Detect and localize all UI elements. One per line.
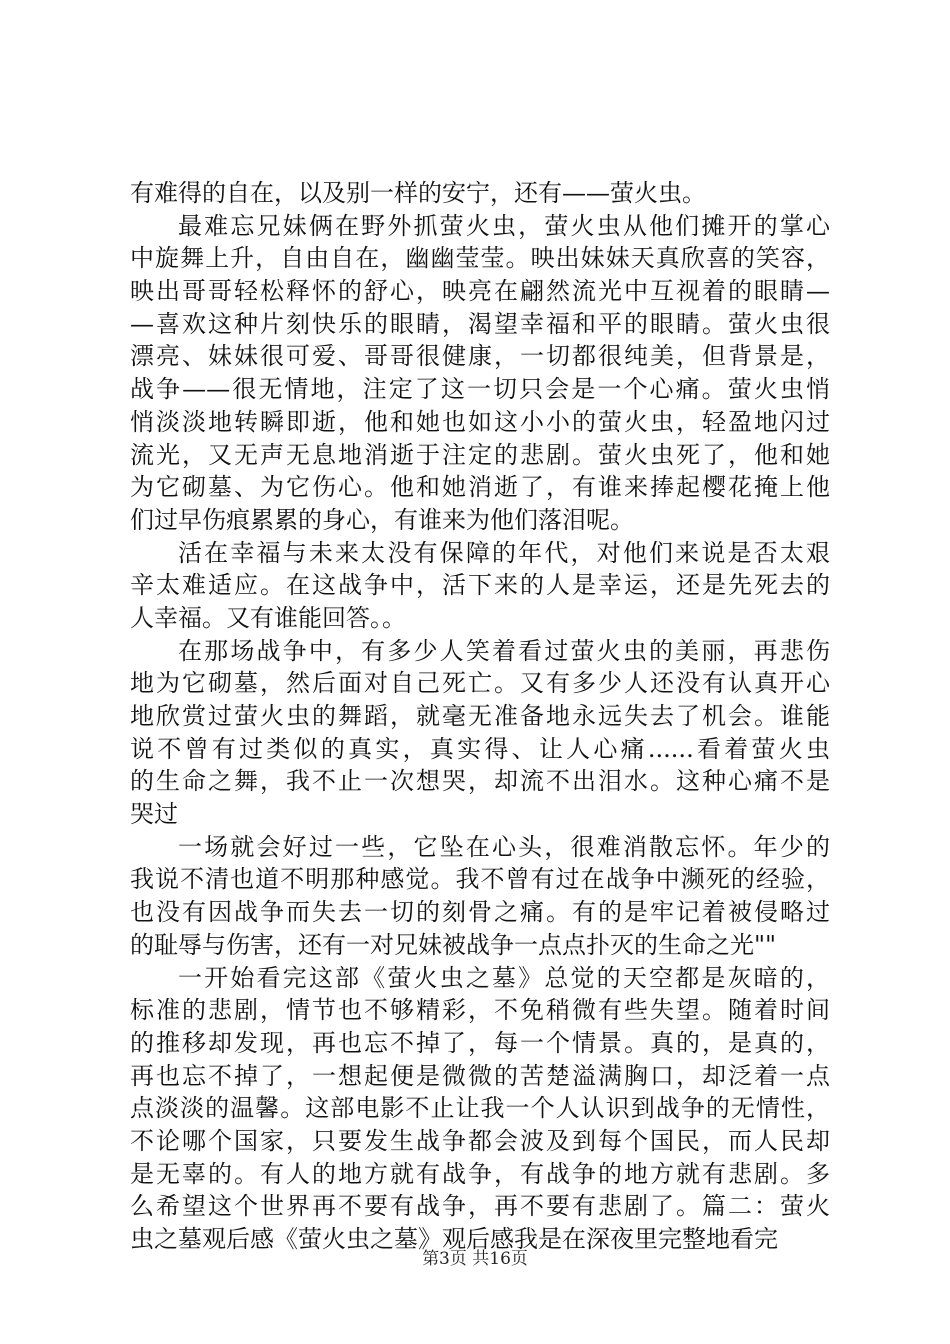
paragraph-line: 地为它砌墓，然后面对自己死亡。又有多少人还没有认真开心 [130, 669, 830, 698]
paragraph-line: 辛太难适应。在这战争中，活下来的人是幸运，还是先死去的 [130, 571, 830, 600]
paragraph-line: 哭过 [130, 800, 178, 829]
paragraph-line: 为它砌墓、为它伤心。他和她消逝了，有谁来捧起樱花掩上他 [130, 473, 830, 502]
paragraph-line: 映出哥哥轻松释怀的舒心，映亮在翩然流光中互视着的眼睛— [130, 277, 830, 306]
paragraph-line: 标准的悲剧，情节也不够精彩，不免稍微有些失望。随着时间 [130, 996, 830, 1025]
paragraph-line: 么希望这个世界再不要有战争，再不要有悲剧了。篇二：萤火 [130, 1192, 830, 1221]
paragraph-line: 有难得的自在，以及别一样的安宁，还有——萤火虫。 [130, 179, 706, 207]
paragraph-line: 再也忘不掉了，一想起便是微微的苦楚溢满胸口，却泛着一点 [130, 1061, 830, 1090]
paragraph-line: 我说不清也道不明那种感觉。我不曾有过在战争中濒死的经验， [130, 865, 830, 894]
paragraph-line: 在那场战争中，有多少人笑着看过萤火虫的美丽，再悲伤 [178, 636, 830, 665]
paragraph-line: 最难忘兄妹俩在野外抓萤火虫，萤火虫从他们摊开的掌心 [178, 211, 830, 240]
paragraph-line: 活在幸福与未来太没有保障的年代，对他们来说是否太艰 [178, 538, 830, 567]
paragraph-line: 的耻辱与伤害，还有一对兄妹被战争一点点扑灭的生命之光"" [130, 930, 777, 959]
paragraph-line: —喜欢这种片刻快乐的眼睛，渴望幸福和平的眼睛。萤火虫很 [130, 309, 830, 338]
paragraph-line: 不论哪个国家，只要发生战争都会波及到每个国民，而人民却 [130, 1126, 830, 1155]
paragraph-line: 的生命之舞，我不止一次想哭，却流不出泪水。这种心痛不是 [130, 767, 830, 796]
paragraph-line: 中旋舞上升，自由自在，幽幽莹莹。映出妹妹天真欣喜的笑容， [130, 244, 830, 273]
paragraph-line: 点淡淡的温馨。这部电影不止让我一个人认识到战争的无情性， [130, 1094, 830, 1123]
paragraph-line: 人幸福。又有谁能回答。。 [130, 603, 406, 632]
paragraph-line: 一场就会好过一些，它坠在心头，很难消散忘怀。年少的 [178, 832, 830, 861]
paragraph-line: 是无辜的。有人的地方就有战争，有战争的地方就有悲剧。多 [130, 1159, 830, 1188]
paragraph-line: 的推移却发现，再也忘不掉了，每一个情景。真的，是真的， [130, 1028, 830, 1057]
paragraph-line: 漂亮、妹妹很可爱、哥哥很健康，一切都很纯美，但背景是， [130, 342, 830, 371]
paragraph-line: 一开始看完这部《萤火虫之墓》总觉的天空都是灰暗的， [178, 963, 830, 992]
paragraph-line: 流光，又无声无息地消逝于注定的悲剧。萤火虫死了，他和她 [130, 440, 830, 469]
paragraph-line: 虫之墓观后感《萤火虫之墓》观后感我是在深夜里完整地看完 [130, 1225, 778, 1253]
paragraph-line: 地欣赏过萤火虫的舞蹈，就毫无准备地永远失去了机会。谁能 [130, 702, 830, 730]
paragraph-line: 悄淡淡地转瞬即逝，他和她也如这小小的萤火虫，轻盈地闪过 [130, 407, 830, 436]
paragraph-line: 们过早伤痕累累的身心，有谁来为他们落泪呢。 [130, 505, 634, 534]
paragraph-line: 也没有因战争而失去一切的刻骨之痛。有的是牢记着被侵略过 [130, 898, 830, 927]
body-text [130, 177, 830, 1256]
paragraph-line: 说不曾有过类似的真实，真实得、让人心痛......看着萤火虫 [130, 734, 830, 763]
page-footer: 第3页 共16页 [422, 1249, 528, 1269]
paragraph-line: 战争——很无情地，注定了这一切只会是一个心痛。萤火虫悄 [130, 375, 830, 404]
